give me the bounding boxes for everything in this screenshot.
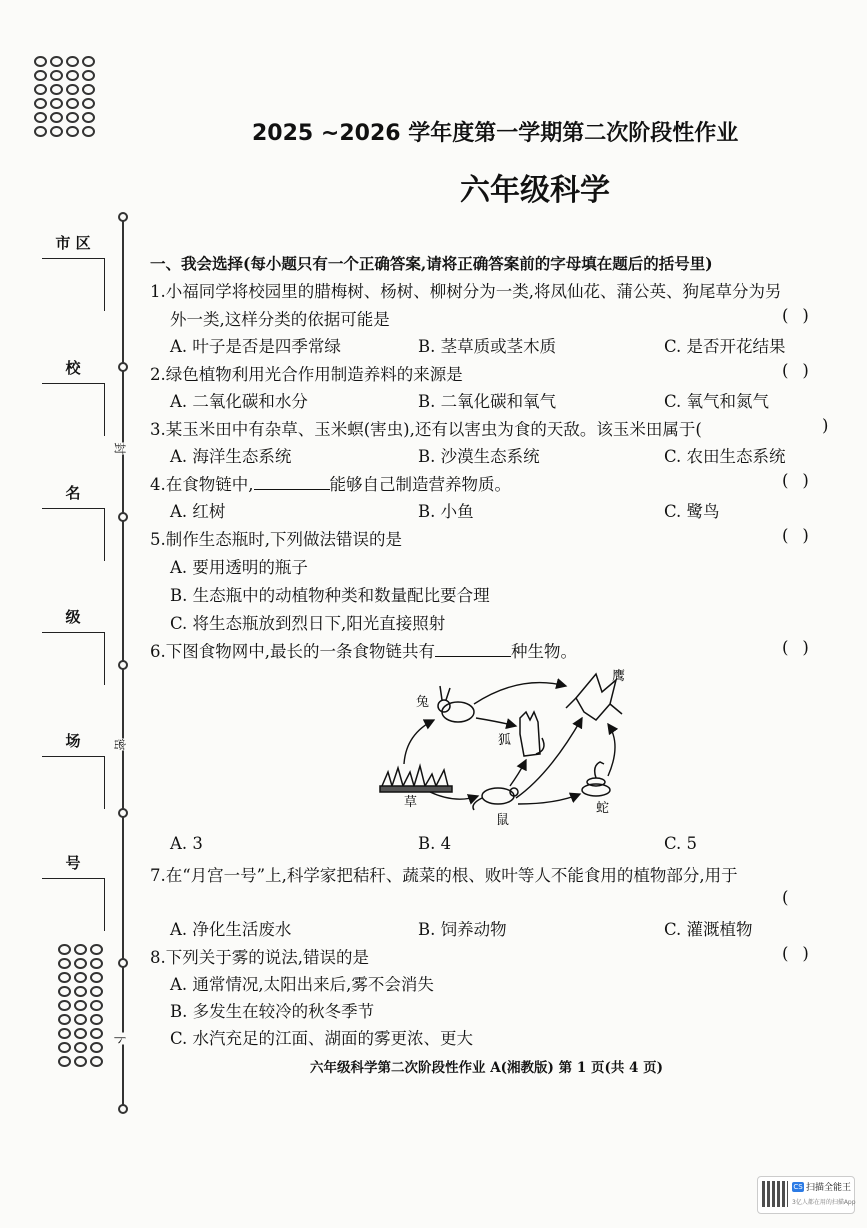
binding-hole	[34, 84, 47, 95]
binding-dot	[118, 212, 128, 222]
binding-hole	[58, 958, 71, 969]
snake-icon	[582, 762, 610, 796]
page-footer: 六年级科学第二次阶段性作业 A(湘教版) 第 1 页(共 4 页)	[310, 1060, 664, 1076]
question-stem: 在“月宫一号”上,科学家把秸秆、蔬菜的根、败叶等人不能食用的植物部分,用于	[165, 866, 738, 885]
option-c: C. 灌溉植物	[664, 920, 753, 939]
binding-hole	[90, 944, 103, 955]
binding-hole	[58, 1014, 71, 1025]
option-b: B. 多发生在较冷的秋冬季节	[170, 1002, 375, 1021]
binding-hole	[90, 1014, 103, 1025]
info-box-district	[42, 258, 105, 311]
binding-hole	[50, 98, 63, 109]
info-label-room: 场	[65, 732, 81, 750]
binding-hole	[90, 986, 103, 997]
binding-hole	[74, 986, 87, 997]
option-a: A. 二氧化碳和水分	[170, 392, 308, 411]
question-number: 7.	[150, 866, 166, 885]
binding-hole	[74, 1042, 87, 1053]
question-7	[150, 862, 738, 886]
grass-icon	[380, 766, 452, 792]
binding-hole	[90, 1028, 103, 1039]
binding-hole	[50, 126, 63, 137]
option-a: A. 要用透明的瓶子	[170, 558, 308, 577]
option-c: C. 鹭鸟	[664, 502, 720, 521]
binding-dot	[118, 512, 128, 522]
subject-title: 六年级科学	[460, 173, 610, 208]
scanner-tagline: 3亿人都在用的扫描App	[792, 1199, 856, 1206]
food-web-label: 兔	[416, 695, 430, 710]
rabbit-icon	[438, 686, 474, 722]
option-a: A. 叶子是否是四季常绿	[170, 337, 341, 356]
binding-hole	[90, 1056, 103, 1067]
question-number: 8.	[150, 948, 166, 967]
question-1-stem-line2: 外一类,这样分类的依据可能是	[170, 310, 390, 329]
question-number: 2.	[150, 365, 166, 384]
binding-dot	[118, 660, 128, 670]
option-a: A. 净化生活废水	[170, 920, 292, 939]
binding-hole	[66, 70, 79, 81]
exam-title: 2025 ~2026 学年度第一学期第二次阶段性作业	[252, 121, 739, 146]
binding-hole	[50, 112, 63, 123]
arrow-mouse-snake	[518, 794, 580, 804]
binding-hole	[34, 126, 47, 137]
binding-hole	[90, 1000, 103, 1011]
question-1	[150, 278, 782, 302]
option-c: C. 农田生态系统	[664, 447, 786, 466]
option-c: C. 水汽充足的江面、湖面的雾更浓、更大	[170, 1029, 474, 1048]
binding-hole	[34, 98, 47, 109]
info-box-room	[42, 756, 105, 809]
arrow-grass-mouse	[430, 792, 478, 799]
binding-hole	[58, 1056, 71, 1067]
binding-hole	[58, 1000, 71, 1011]
binding-hole	[90, 958, 103, 969]
arrow-mouse-eagle	[516, 718, 582, 798]
answer-paren[interactable]: ()	[782, 526, 823, 545]
arrow-rabbit-eagle	[474, 683, 566, 704]
binding-hole	[34, 56, 47, 67]
binding-char: 封	[112, 442, 127, 455]
binding-hole	[82, 56, 95, 67]
option-a: A. 红树	[170, 502, 226, 521]
question-3	[150, 416, 702, 440]
binding-hole	[34, 70, 47, 81]
binding-hole	[82, 112, 95, 123]
binding-hole	[66, 84, 79, 95]
binding-hole	[74, 1000, 87, 1011]
food-web-label: 草	[404, 795, 418, 810]
binding-hole	[82, 70, 95, 81]
option-b: B. 4	[418, 834, 452, 853]
answer-paren[interactable]: ()	[782, 471, 823, 490]
question-number: 4.	[150, 475, 166, 494]
question-4	[150, 471, 511, 495]
binding-hole	[82, 98, 95, 109]
scanner-name: 扫描全能王	[806, 1183, 852, 1193]
binding-hole	[58, 1028, 71, 1039]
option-c: C. 将生态瓶放到烈日下,阳光直接照射	[170, 614, 446, 633]
binding-hole	[66, 56, 79, 67]
binding-hole	[74, 1014, 87, 1025]
option-b: B. 茎草质或茎木质	[418, 337, 557, 356]
info-box-class	[42, 632, 105, 685]
arrow-snake-eagle	[608, 724, 615, 776]
arrow-grass-rabbit	[404, 720, 434, 764]
binding-hole	[74, 972, 87, 983]
option-a: A. 通常情况,太阳出来后,雾不会消失	[170, 975, 434, 994]
food-web-label: 鹰	[612, 669, 626, 684]
binding-holes-bottom	[58, 944, 103, 1067]
binding-char: 卜	[112, 1032, 127, 1045]
option-a: A. 海洋生态系统	[170, 447, 292, 466]
question-8	[150, 944, 369, 968]
binding-hole	[82, 84, 95, 95]
binding-holes-top	[34, 56, 95, 137]
question-number: 1.	[150, 282, 166, 301]
binding-hole	[90, 972, 103, 983]
mouse-icon	[473, 788, 518, 810]
question-number: 6.	[150, 642, 166, 661]
info-label-name: 名	[65, 484, 81, 502]
binding-hole	[58, 972, 71, 983]
binding-hole	[58, 986, 71, 997]
option-c: C. 5	[664, 834, 698, 853]
option-b: B. 生态瓶中的动植物种类和数量配比要合理	[170, 586, 490, 605]
binding-dot	[118, 958, 128, 968]
binding-dot	[118, 362, 128, 372]
scanner-logo-icon: CS	[793, 1183, 803, 1191]
question-stem: 制作生态瓶时,下列做法错误的是	[165, 530, 402, 549]
answer-paren-close[interactable]: )	[822, 416, 829, 435]
binding-hole	[50, 56, 63, 67]
binding-char: 密	[112, 738, 127, 751]
question-stem: 下列关于雾的说法,错误的是	[165, 948, 369, 967]
answer-paren-open[interactable]: (	[782, 888, 803, 907]
binding-hole	[66, 112, 79, 123]
answer-paren[interactable]: ()	[782, 306, 823, 325]
info-label-school: 校	[65, 359, 81, 377]
fill-blank[interactable]	[254, 488, 330, 490]
binding-hole	[50, 84, 63, 95]
binding-hole	[58, 944, 71, 955]
food-web-label: 蛇	[596, 801, 610, 816]
question-stem: 某玉米田中有杂草、玉米螟(害虫),还有以害虫为食的天敌。该玉米田属于(	[165, 420, 702, 439]
binding-dot	[118, 1104, 128, 1114]
question-number: 3.	[150, 420, 166, 439]
qr-code-icon	[762, 1181, 788, 1207]
option-b: B. 二氧化碳和氧气	[418, 392, 557, 411]
question-stem: 小福同学将校园里的腊梅树、杨树、柳树分为一类,将凤仙花、蒲公英、狗尾草分为另	[165, 282, 782, 301]
info-label-class: 级	[65, 608, 81, 626]
arrow-mouse-fox	[510, 760, 526, 786]
info-box-name	[42, 508, 105, 561]
option-a: A. 3	[170, 834, 203, 853]
fox-icon	[520, 712, 544, 756]
binding-hole	[90, 1042, 103, 1053]
binding-hole	[74, 1056, 87, 1067]
question-2	[150, 361, 463, 385]
answer-paren[interactable]: ()	[782, 361, 823, 380]
food-web-diagram	[370, 664, 640, 828]
question-stem-end: 能够自己制造营养物质。	[329, 475, 511, 494]
binding-hole	[50, 70, 63, 81]
answer-paren[interactable]: ()	[782, 944, 823, 963]
section-heading: 一、我会选择(每小题只有一个正确答案,请将正确答案前的字母填在题后的括号里)	[150, 254, 713, 273]
question-stem: 下图食物网中,最长的一条食物链共有	[165, 642, 435, 661]
binding-hole	[66, 98, 79, 109]
fill-blank[interactable]	[435, 655, 511, 657]
option-b: B. 小鱼	[418, 502, 474, 521]
option-c: C. 是否开花结果	[664, 337, 786, 356]
option-b: B. 饲养动物	[418, 920, 507, 939]
binding-hole	[34, 112, 47, 123]
arrow-rabbit-fox	[476, 718, 516, 726]
answer-paren[interactable]: ()	[782, 638, 823, 657]
binding-hole	[66, 126, 79, 137]
info-label-seat: 号	[65, 854, 81, 872]
question-stem: 在食物链中,	[165, 475, 254, 494]
question-6	[150, 638, 577, 662]
binding-hole	[74, 1028, 87, 1039]
question-number: 5.	[150, 530, 166, 549]
info-box-school	[42, 383, 105, 436]
binding-hole	[74, 944, 87, 955]
binding-dot	[118, 808, 128, 818]
food-web-label: 鼠	[496, 813, 510, 828]
binding-hole	[58, 1042, 71, 1053]
food-web-label: 狐	[498, 733, 512, 748]
binding-hole	[82, 126, 95, 137]
binding-hole	[74, 958, 87, 969]
info-box-seat	[42, 878, 105, 931]
question-5	[150, 526, 402, 550]
scanner-badge	[757, 1176, 855, 1214]
question-stem-end: 种生物。	[511, 642, 577, 661]
option-b: B. 沙漠生态系统	[418, 447, 540, 466]
question-stem: 绿色植物利用光合作用制造养料的来源是	[165, 365, 463, 384]
info-label-district: 市 区	[55, 234, 91, 252]
option-c: C. 氧气和氮气	[664, 392, 770, 411]
